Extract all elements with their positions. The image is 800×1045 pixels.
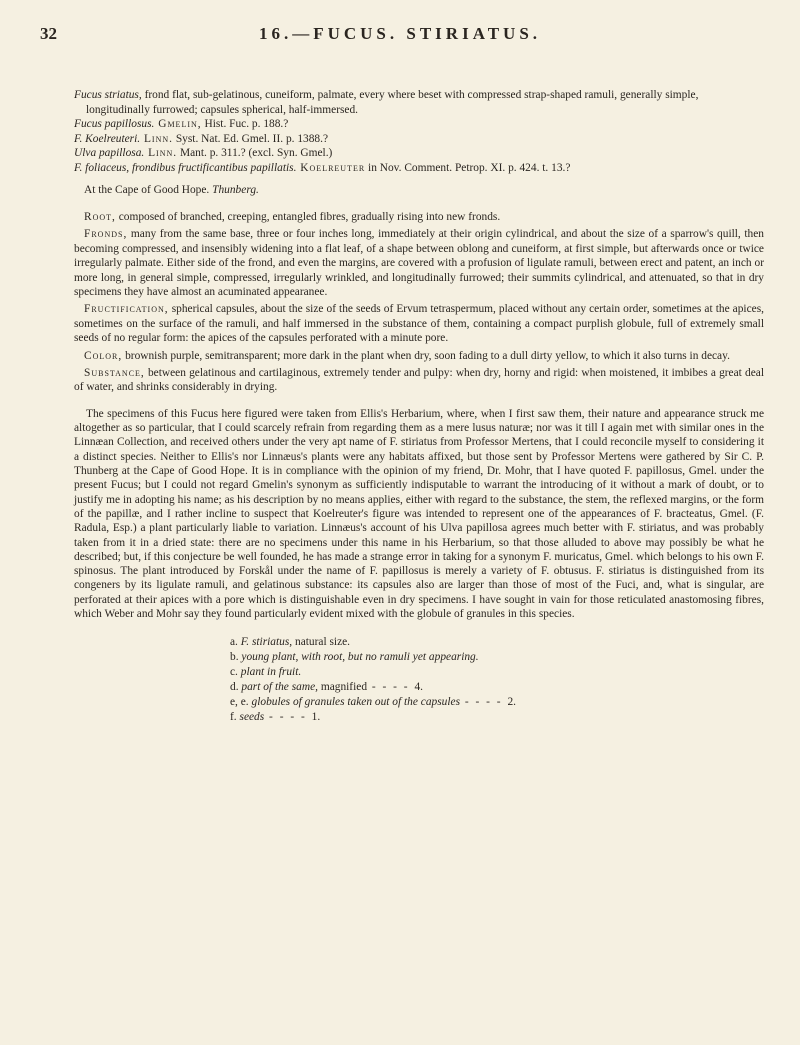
plate-item <box>230 695 530 710</box>
synonym-name: Fucus papillosus. <box>74 118 155 130</box>
habitat-collector: Thunberg. <box>212 184 259 196</box>
description-text: spherical capsules, about the size of the seeds of Ervum tetraspermum, placed without any certain order, sometimes at the apices, sometimes on the surface of the ramuli, and half immersed in the substance of them, containing a compact purplish globule, full of extremely small seeds of no regular form: the apices of the capsules perforated with a minute pore. <box>74 303 764 345</box>
leader-dots: - - - - <box>460 696 508 709</box>
plate-label: plant in fruit. <box>240 666 302 679</box>
synonym-name: F. foliaceus, frondibus fructificantibus papillatis. <box>74 161 297 174</box>
plate-item <box>230 665 530 680</box>
plate-letter: d. <box>230 681 239 694</box>
discussion-paragraph: The specimens of this Fucus here figured were taken from Ellis's Herbarium, where, when I first saw them, their nature and appearance struck me altogether as so particular, that I could scarcely refrain from regarding them as a mere lusus naturæ; nor was it till I again met with similar ones in the Linnæan Collection, and received others under the very apt name of F. stiriatus from Professor Mertens, that I could reconcile myself to considering it a distinct species. Neither to Ellis's nor Linnæus's plants were any habitats affixed, but those sent by Professor Mertens were gathered by Sir C. P. Thunberg at the Cape of Good Hope. It is in compliance with the opinion of my friend, Dr. Mohr, that I have quoted F. papillosus, Gmel. under the present Fucus; but I could not regard Gmelin's synonym as sufficiently indisputable to warrant the introducing of it without a mark of doubt, or to justify me in adopting his name; as his description by no means applies, either with regard to the substance, the stem, the reflexed margins, or the form of the papillæ, and I rather incline to suspect that Koelreuter's figure was intended to represent one of the appearances of F. bracteatus, Gmel. (F. Radula, Esp.) a plant particularly liable to variation. Linnæus's account of his Ulva papillosa agrees much better with F. stiriatus, and was probably taken from it in a dried state: there are no specimens under this name in his Herbarium, so that those alluded to above may possibly be what he described; but, if this conjecture be well founded, he has made a strange error in taking for a synonym F. muricatus, Gmel. which belongs to his own F. spinosus. The plant introduced by Forskål under the name of F. papillosus is merely a variety of F. obtusus. F. stiriatus is distinguished from its congeners by its ligulate ramuli, and gelatinous substance: its capsules also are larger than those of most of the Fuci, and, what is singular, are perforated at their apices with a pore which is distinguishable even in dry specimens. I have sought in vain for those reticulated anastomosing fibres, which Weber and Mohr say they found particularly evident mixed with the globule of granules in this species. <box>74 407 764 621</box>
synonym-reference: in Nov. Comment. Petrop. XI. p. 424. t. 13.? <box>365 161 571 174</box>
habitat <box>84 184 764 196</box>
plate-label: seeds <box>239 711 265 724</box>
running-header <box>40 24 760 50</box>
description-text: composed of branched, creeping, entangled fibres, gradually rising into new fronds. <box>115 211 501 223</box>
plate-note: magnified <box>317 681 368 694</box>
plate-label: part of the same, <box>241 681 318 694</box>
habitat-text: At the Cape of Good Hope. <box>84 184 210 196</box>
synonym-entry <box>74 117 764 132</box>
synonym-reference: frond flat, sub-gelatinous, cuneiform, palmate, every where beset with compressed strap-shaped ramuli, generally simple, longitudinally furrowed; capsules spherical, half-immersed. <box>86 89 699 116</box>
plate-letter: e, e. <box>230 696 249 709</box>
description-text: between gelatinous and cartilaginous, extremely tender and pulpy: when dry, horny and rigid: when moistened, it imbibes a great deal of water, and shrinks considerably in drying. <box>74 367 764 394</box>
plate-item <box>230 680 530 695</box>
synonym-author: Linn. <box>144 147 178 159</box>
plate-explanation <box>230 635 530 725</box>
plate-label: young plant, with root, but no ramuli yet appearing. <box>241 651 479 664</box>
synonym-name: Ulva papillosa. <box>74 147 145 159</box>
synonym-author: Linn. <box>140 132 173 145</box>
plate-label: F. stiriatus, <box>240 636 293 649</box>
description-block <box>74 210 764 395</box>
plate-label: globules of granules taken out of the capsules <box>251 696 461 709</box>
plate-letter: f. <box>230 711 237 724</box>
plate-magnification: 2. <box>507 696 516 709</box>
description-label: Fructification, <box>84 303 169 316</box>
page-number: 32 <box>40 24 57 43</box>
description-label: Color, <box>84 349 123 362</box>
plate-magnification: 4. <box>414 681 423 694</box>
synonym-entry <box>74 132 764 147</box>
main-text <box>74 88 764 725</box>
plate-note: natural size. <box>292 636 351 649</box>
plate-magnification: 1. <box>311 711 321 724</box>
description-text: many from the same base, three or four inches long, immediately at their origin cylindrical, and about the size of a sparrow's quill, then becoming compressed, and insensibly widening into a flat leaf, of a shape between oblong and cuneiform, at first simple, but afterwards once or twice irregularly palmate. Either side of the frond, and even the margins, are covered with a profusion of ligulate ramuli, between erect and patent, an inch or more long, in general simple, compressed, irregularly wrinkled, and longitudinally furrowed; their summits cylindrical, and attenuated, so that in dry specimens they have almost an acuminated appearanee. <box>74 228 764 299</box>
plate-letter: a. <box>230 636 238 649</box>
synonym-name: Fucus striatus, <box>74 89 142 101</box>
description-label: Substance, <box>84 367 145 380</box>
leader-dots: - - - - <box>367 681 415 694</box>
description-label: Fronds, <box>84 228 128 241</box>
synonymy-block <box>74 88 764 175</box>
description-label: Root, <box>84 211 116 223</box>
discussion-block <box>74 407 764 621</box>
description-paragraph <box>74 302 764 345</box>
synonym-reference: Syst. Nat. Ed. Gmel. II. p. 1388.? <box>173 132 329 145</box>
synonym-reference: Mant. p. 311.? (excl. Syn. Gmel.) <box>177 147 333 159</box>
synonym-entry <box>74 161 764 176</box>
plate-letter: c. <box>230 666 238 679</box>
description-paragraph <box>74 349 764 363</box>
synonym-entry <box>74 88 764 117</box>
leader-dots: - - - - <box>264 711 312 724</box>
synonym-entry <box>74 146 764 161</box>
plate-item <box>230 635 530 650</box>
description-paragraph <box>74 366 764 395</box>
plate-letter: b. <box>230 651 239 664</box>
synonym-author: Gmelin, <box>154 118 202 130</box>
description-text: brownish purple, semitransparent; more dark in the plant when dry, soon fading to a dull dirty yellow, to which it also turns in decay. <box>122 349 730 362</box>
plate-item <box>230 710 530 725</box>
synonym-reference: Hist. Fuc. p. 188.? <box>201 118 289 130</box>
description-paragraph <box>74 210 764 224</box>
description-paragraph <box>74 227 764 299</box>
plate-item <box>230 650 530 665</box>
synonym-name: F. Koelreuteri. <box>74 132 141 145</box>
running-title: 16.—FUCUS. STIRIATUS. <box>258 24 542 43</box>
synonym-author: Koelreuter <box>296 161 366 174</box>
